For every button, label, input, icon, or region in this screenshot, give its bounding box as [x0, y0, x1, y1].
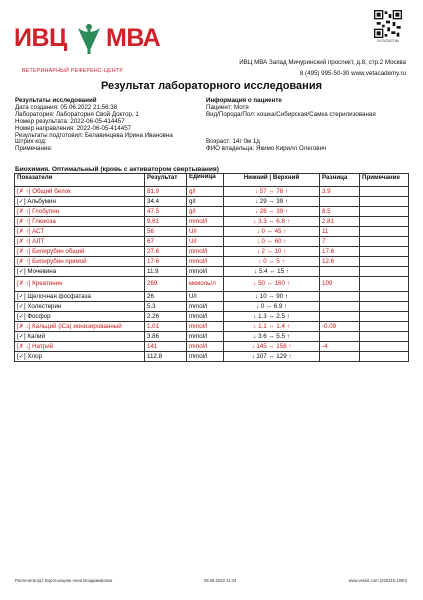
unit-cell: U/l [187, 237, 224, 247]
difference-cell [320, 302, 360, 312]
note-cell [360, 292, 409, 302]
clinic-logo [14, 24, 184, 74]
unit-cell: mmol/l [187, 257, 224, 267]
indicator-cell: [✗ ↓] Кальций (iCa) ионизированный [15, 322, 145, 332]
indicator-cell: [✓] Щелочная фосфатаза [15, 292, 145, 302]
unit-cell: mmol/l [187, 322, 224, 332]
table-row [15, 247, 409, 257]
results-table [14, 173, 409, 362]
unit-cell: g/l [187, 197, 224, 207]
result-number: Номер результата: 2022-06-05-414457 [15, 117, 125, 125]
unit-cell: mmol/l [187, 302, 224, 312]
note-cell [360, 277, 409, 292]
difference-cell [320, 292, 360, 302]
table-row [15, 197, 409, 207]
indicator-cell: [✗ ↑] Глюкоза [15, 217, 145, 227]
unit-cell: mmol/l [187, 352, 224, 362]
difference-cell [320, 197, 360, 207]
section-title: Биохимия. Оптимальный (кровь с активатором свертывания) [15, 166, 219, 173]
unit-cell: mmol/l [187, 312, 224, 322]
difference-cell [320, 352, 360, 362]
result-cell: 9.61 [145, 217, 187, 227]
indicator-cell: [✓] Мочевина [15, 267, 145, 277]
range-cell: ↓ 3.6 ↔ 5.5 ↑ [224, 332, 320, 342]
unit-cell: U/l [187, 227, 224, 237]
indicator-cell: [✗ ↑] Креатинин [15, 277, 145, 292]
range-cell: ↓ 28 ↔ 39 ↑ [224, 207, 320, 217]
result-cell: 56 [145, 227, 187, 237]
difference-cell [320, 312, 360, 322]
logo-subtitle: ВЕТЕРИНАРНЫЙ РЕФЕРЕНС-ЦЕНТР [22, 68, 124, 74]
range-cell: ↓ 107 ↔ 129 ↑ [224, 352, 320, 362]
note-cell [360, 352, 409, 362]
barcode-label: Штрих код: [15, 138, 47, 146]
result-cell: 5.3 [145, 302, 187, 312]
qr-code [374, 10, 402, 38]
range-cell: ↓ 0 ↔ 5 ↑ [224, 257, 320, 267]
table-row [15, 292, 409, 302]
indicator-cell: [✗ ↑] АСТ [15, 227, 145, 237]
note-cell [360, 332, 409, 342]
result-cell: 26 [145, 292, 187, 302]
result-cell: 17.6 [145, 257, 187, 267]
unit-cell: mmol/l [187, 342, 224, 352]
table-row [15, 217, 409, 227]
prepared-by: Результаты подготовил: Белавинцева Ирина Ивановна [15, 131, 173, 139]
indicator-cell: [✓] Хлор [15, 352, 145, 362]
patient-name: Пациент: Мотя [206, 103, 249, 111]
lab-name: Лаборатория: Лаборатория Свой Доктор, 1 [15, 110, 139, 118]
table-row [15, 312, 409, 322]
table-row [15, 267, 409, 277]
indicator-cell: [✗ ↑] Билирубин прямой [15, 257, 145, 267]
table-row [15, 277, 409, 292]
footer-printed-by: Распечатал(а): Воротынцева Анна Владимировна [15, 578, 113, 583]
indicator-cell: [✗ ↓] Натрий [15, 342, 145, 352]
owner-name: ФИО владельца: Якимо Кирилл Олегович [206, 144, 327, 152]
note-label: Примечание: [15, 145, 53, 153]
indicator-cell: [✗ ↑] Общий белок [15, 187, 145, 197]
difference-cell: -4 [320, 342, 360, 352]
unit-cell: мкмоль/л [187, 277, 224, 292]
table-row [15, 302, 409, 312]
col-header-difference: Разница [320, 174, 360, 187]
address-line: ИВЦ МВА Запад Мичуринский проспект, д.8, стр.2 Москва [239, 59, 406, 66]
range-cell: ↓ 50 ↔ 160 ↑ [224, 277, 320, 292]
table-row [15, 332, 409, 342]
range-cell: ↓ 0 ↔ 45 ↑ [224, 227, 320, 237]
patient-age: Возраст: 14г 0м 1д [206, 138, 260, 145]
indicator-cell: [✓] Альбумин [15, 197, 145, 207]
footer-print-date: 06.06.2022 11:34 [204, 578, 237, 583]
range-cell: ↓ 10 ↔ 90 ↑ [224, 292, 320, 302]
indicator-cell: [✓] Холестерин [15, 302, 145, 312]
note-cell [360, 197, 409, 207]
note-cell [360, 187, 409, 197]
unit-cell: mmol/l [187, 332, 224, 342]
table-row [15, 342, 409, 352]
range-cell: ↓ 29 ↔ 39 ↑ [224, 197, 320, 207]
page-title: Результат лабораторного исследования [100, 80, 322, 92]
note-cell [360, 227, 409, 237]
difference-cell: 2.81 [320, 217, 360, 227]
note-cell [360, 342, 409, 352]
result-cell: 67 [145, 237, 187, 247]
range-cell: ↓ 0 ↔ 6.9 ↑ [224, 302, 320, 312]
unit-cell: g/l [187, 207, 224, 217]
qr-caption: IVCVOSCOM [377, 39, 399, 43]
range-cell: ↓ 3.3 ↔ 6.8 ↑ [224, 217, 320, 227]
col-header-unit: Единица [187, 174, 224, 187]
table-row [15, 237, 409, 247]
result-cell: 47.5 [145, 207, 187, 217]
difference-cell: 17.6 [320, 247, 360, 257]
table-row [15, 227, 409, 237]
difference-cell: 11 [320, 227, 360, 237]
difference-cell: 7 [320, 237, 360, 247]
footer-vendor: www.vetais.com (220315.1900) [348, 578, 407, 583]
result-cell: 2.26 [145, 312, 187, 322]
note-cell [360, 237, 409, 247]
result-cell: 27.6 [145, 247, 187, 257]
phone-website-line: 8 (495) 995-50-30 www.vetacademy.ru [299, 70, 406, 77]
referral-number: Номер направления: 2022-06-05-414457 [15, 124, 132, 132]
unit-cell: mmol/l [187, 217, 224, 227]
range-cell: ↓ 57 ↔ 78 ↑ [224, 187, 320, 197]
col-header-indicator: Показатели [15, 174, 145, 187]
indicator-cell: [✗ ↑] Глобулин [15, 207, 145, 217]
patient-info-heading: Информация о пациенте [206, 97, 282, 104]
table-row [15, 322, 409, 332]
range-cell: ↓ 145 ↔ 158 ↑ [224, 342, 320, 352]
unit-cell: mmol/l [187, 247, 224, 257]
result-cell: 112.8 [145, 352, 187, 362]
difference-cell [320, 267, 360, 277]
unit-cell: g/l [187, 187, 224, 197]
difference-cell: 12.6 [320, 257, 360, 267]
patient-species: Вид/Порода/Пол: кошка/Сибирская/Самка стерилизованая [206, 110, 376, 118]
table-row [15, 257, 409, 267]
caduceus-icon [74, 22, 104, 56]
table-row [15, 207, 409, 217]
table-row [15, 187, 409, 197]
patient-info [206, 98, 376, 119]
difference-cell: 3.9 [320, 187, 360, 197]
range-cell: ↓ 1.3 ↔ 2.5 ↑ [224, 312, 320, 322]
indicator-cell: [✗ ↑] Билирубин общий [15, 247, 145, 257]
note-cell [360, 207, 409, 217]
table-header-row [15, 174, 409, 187]
note-cell [360, 302, 409, 312]
range-cell: ↓ 5.4 ↔ 15 ↑ [224, 267, 320, 277]
col-header-range: Нижний | Верхний [224, 174, 320, 187]
result-cell: 34.4 [145, 197, 187, 207]
difference-cell: -0.09 [320, 322, 360, 332]
range-cell: ↓ 1.1 ↔ 1.4 ↑ [224, 322, 320, 332]
unit-cell: U/l [187, 292, 224, 302]
result-cell: 1.01 [145, 322, 187, 332]
note-cell [360, 247, 409, 257]
difference-cell: 109 [320, 277, 360, 292]
unit-cell: mmol/l [187, 267, 224, 277]
result-cell: 3.86 [145, 332, 187, 342]
result-cell: 269 [145, 277, 187, 292]
clinic-address [239, 57, 406, 79]
result-cell: 81.9 [145, 187, 187, 197]
note-cell [360, 312, 409, 322]
range-cell: ↓ 2 ↔ 10 ↑ [224, 247, 320, 257]
logo-text-left: ИВЦ [14, 24, 67, 52]
table-row [15, 352, 409, 362]
created-date: Дата создания: 05.06.2022 21:56:38 [15, 103, 118, 111]
patient-extra [206, 139, 326, 153]
note-cell [360, 322, 409, 332]
logo-text-right: МВА [106, 24, 161, 52]
results-info [15, 98, 173, 153]
col-header-result: Результат [145, 174, 187, 187]
range-cell: ↓ 0 ↔ 60 ↑ [224, 237, 320, 247]
note-cell [360, 257, 409, 267]
col-header-note: Примечание [360, 174, 409, 187]
indicator-cell: [✓] Калий [15, 332, 145, 342]
note-cell [360, 217, 409, 227]
difference-cell: 8.5 [320, 207, 360, 217]
note-cell [360, 267, 409, 277]
indicator-cell: [✓] Фосфор [15, 312, 145, 322]
difference-cell [320, 332, 360, 342]
result-cell: 141 [145, 342, 187, 352]
indicator-cell: [✗ ↑] АЛТ [15, 237, 145, 247]
results-info-heading: Результаты исследований [15, 97, 97, 104]
result-cell: 11.9 [145, 267, 187, 277]
